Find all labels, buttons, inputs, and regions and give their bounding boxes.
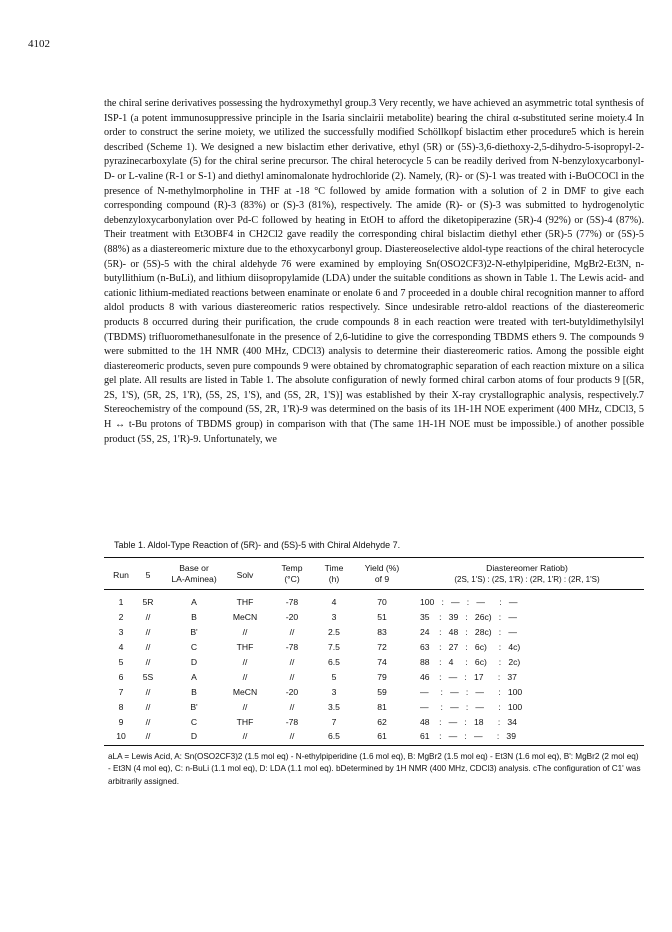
header-time-line1: Time <box>324 563 344 573</box>
cell-yield: 61 <box>377 731 387 741</box>
cell-solvent: // <box>242 672 248 682</box>
header-solvent: Solv <box>236 570 254 580</box>
cell-ratio: 100 : — : — : — <box>420 597 518 607</box>
cell-time: 6.5 <box>328 731 340 741</box>
header-yield-line2: of 9 <box>374 574 390 584</box>
cell-ratio: 88 : 4 : 6c) : 2c) <box>420 657 521 667</box>
cell-solvent: // <box>242 627 248 637</box>
cell-run: 1 <box>118 597 124 607</box>
cell-substrate: // <box>145 612 151 622</box>
cell-substrate: // <box>145 642 151 652</box>
table-row <box>104 597 644 612</box>
cell-temp: // <box>289 731 295 741</box>
cell-yield: 81 <box>377 702 387 712</box>
header-temp-line1: Temp <box>281 563 303 573</box>
table-row <box>104 627 644 642</box>
table-bottom-rule <box>104 745 644 746</box>
table-row <box>104 612 644 627</box>
cell-yield: 79 <box>377 672 387 682</box>
header-time-line2: (h) <box>328 574 340 584</box>
header-base-line2: LA-Aminea) <box>171 574 217 584</box>
cell-time: 6.5 <box>328 657 340 667</box>
cell-run: 7 <box>118 687 124 697</box>
cell-substrate: // <box>145 687 151 697</box>
cell-solvent: // <box>242 702 248 712</box>
cell-yield: 70 <box>377 597 387 607</box>
cell-yield: 72 <box>377 642 387 652</box>
cell-solvent: // <box>242 731 248 741</box>
table-row <box>104 731 644 746</box>
cell-substrate: 5R <box>142 597 154 607</box>
cell-substrate: // <box>145 717 151 727</box>
cell-ratio: 24 : 48 : 28c) : — <box>420 627 517 637</box>
cell-yield: 59 <box>377 687 387 697</box>
cell-solvent: MeCN <box>232 612 258 622</box>
cell-base: C <box>190 717 198 727</box>
cell-solvent: MeCN <box>232 687 258 697</box>
header-run: Run <box>113 570 129 580</box>
cell-ratio: — : — : — : 100 <box>420 687 523 697</box>
cell-solvent: THF <box>236 642 254 652</box>
page-number: 4102 <box>28 38 50 50</box>
table-footnote: aLA = Lewis Acid, A: Sn(OSO2CF3)2 (1.5 mol eq) - N-ethylpiperidine (1.6 mol eq), B: MgBr2 (1.5 mol eq) - Et3N (1.6 mol eq), B': MgBr2 (2 mol eq) - Et3N (4 mol eq), C: n-BuLi (1.1 mol eq), D: LDA (1.1 mol eq). bDetermined by 1H NMR (400 MHz, CDCl3) analysis. cThe configuration of C1' was arbitrarily assigned. <box>108 752 641 786</box>
cell-ratio: 61 : — : — : 39 <box>420 731 516 741</box>
cell-base: C <box>190 642 198 652</box>
cell-yield: 74 <box>377 657 387 667</box>
cell-base: B <box>191 612 197 622</box>
cell-substrate: // <box>145 731 151 741</box>
cell-temp: // <box>289 657 295 667</box>
cell-run: 6 <box>118 672 124 682</box>
cell-run: 9 <box>118 717 124 727</box>
table-header-rule <box>104 589 644 590</box>
cell-time: 5 <box>331 672 337 682</box>
cell-solvent: THF <box>236 597 254 607</box>
cell-run: 3 <box>118 627 124 637</box>
cell-yield: 51 <box>377 612 387 622</box>
body-text <box>104 97 644 447</box>
header-substrate: 5 <box>145 570 151 580</box>
cell-run: 10 <box>116 731 126 741</box>
cell-solvent: // <box>242 657 248 667</box>
cell-yield: 83 <box>377 627 387 637</box>
cell-temp: // <box>289 672 295 682</box>
cell-temp: -20 <box>285 687 299 697</box>
header-yield-line1: Yield (%) <box>364 563 400 573</box>
table-row <box>104 672 644 687</box>
cell-run: 4 <box>118 642 124 652</box>
cell-time: 3 <box>331 612 337 622</box>
cell-temp: -78 <box>285 642 299 652</box>
cell-temp: // <box>289 627 295 637</box>
cell-run: 5 <box>118 657 124 667</box>
cell-ratio: — : — : — : 100 <box>420 702 523 712</box>
cell-time: 2.5 <box>328 627 340 637</box>
cell-temp: -78 <box>285 717 299 727</box>
table-row <box>104 702 644 717</box>
cell-temp: -78 <box>285 597 299 607</box>
cell-substrate: 5S <box>142 672 154 682</box>
cell-base: D <box>190 731 198 741</box>
body-paragraph: the chiral serine derivatives possessing the hydroxymethyl group.3 Very recently, we have achieved an asymmetric total synthesis of ISP-1 (a potent immunosuppressive principle in the Isaria sinclairii metabolite) bearing the chiral α-substituted serine moiety.4 In order to construct the serine moiety, we utilized the successfully modified Schöllkopf bislactim ether procedure5 which is herein described (Scheme 1). We designed a new bislactim ether derivative, ethyl (5R) or (5S)-3,6-diethoxy-2,5-dihydro-5-isopropyl-2-pyrazinecarboxylate (5) for the chiral serine precursor. The chiral heterocycle 5 can be readily derived from N-benzyloxycarbonyl-D- or L-valine (R-1 or S-1) and diethyl aminomalonate hydrochloride (2). Namely, (R)- or (S)-1 was treated with i-BuOCOCl in the presence of N-methylmorpholine in THF at -18 °C followed by amide formation with a solution of 2 in DMF to give each corresponding compound (R)-3 (83%) or (S)-3 (81%), respectively. The amide (R)- or (S)-3 was submitted to hydrogenolytic debenzyloxycarbonylation over Pd-C followed by heating in EtOH to afford the diketopiperazine (5R)-4 (92%) or (5S)-4 (87%). Their treatment with Et3OBF4 in CH2Cl2 gave readily the corresponding chiral bislactim diethyl ether (5R)-5 (77%) or (5S)-5 (88%) as a diastereomeric mixture due to the ethoxycarbonyl group. Diastereoselective aldol-type reactions of the chiral heterocycle (5R)- or (5S)-5 with the chiral aldehyde 76 were examined by employing Sn(OSO2CF3)2-N-ethylpiperidine, MgBr2-Et3N, n-butyllithium (n-BuLi), and lithium diisopropylamide (LDA) under the suitable conditions as shown in Table 1. The Lewis acid- and cationic lithium-mediated reactions between enaminate or enolate 6 and 7 proceeded in a double chiral recognition manner to afford aldol products 8 with various diastereomeric ratios respectively. Since undesirable retro-aldol reactions of the diastereomeric products 8 occurred during their purification, the crude compounds 8 in each reaction were treated with tert-butyldimethylsilyl (TBDMS) trifluoromethanesulfonate in the presence of 2,6-lutidine to give the corresponding TBDMS ethers 9. The compounds 9 were submitted to the 1H NMR (400 MHz, CDCl3) analysis to determine their diastereomeric ratios. Among the possible eight diastereomeric products, seven pure compounds 9 were obtained by chromatographic separation of each reaction mixture on a silica gel plate. All results are listed in Table 1. The absolute configuration of newly formed chiral carbon atoms of four products 9 [(5R, 2S, 1'S), (5R, 2S, 1'R), (5S, 2S, 1'S), and (5S, 2R, 1'S)] was established by their X-ray crystallographic analysis, respectively.7 Stereochemistry of the compound (5S, 2R, 1'R)-9 was determined on the basis of its 1H-1H NOE experiment (400 MHz, CDCl3, 5 H ↔ t-Bu protons of TBDMS group) in comparison with that (The same 1H-1H NOE must be impossible.) of another possible product (5S, 2S, 1'R)-9. Unfortunately, we <box>104 98 644 445</box>
table-row <box>104 687 644 702</box>
header-temp-line2: (°C) <box>284 574 300 584</box>
cell-base: A <box>191 597 197 607</box>
table-row <box>104 717 644 732</box>
cell-base: B' <box>190 627 198 637</box>
cell-run: 8 <box>118 702 124 712</box>
cell-time: 3 <box>331 687 337 697</box>
table-caption: Table 1. Aldol-Type Reaction of (5R)- and (5S)-5 with Chiral Aldehyde 7. <box>114 540 401 550</box>
cell-time: 3.5 <box>328 702 340 712</box>
cell-ratio: 63 : 27 : 6c) : 4c) <box>420 642 521 652</box>
cell-ratio: 46 : — : 17 : 37 <box>420 672 517 682</box>
cell-time: 7.5 <box>328 642 340 652</box>
cell-time: 4 <box>331 597 337 607</box>
cell-base: B <box>191 687 197 697</box>
cell-time: 7 <box>331 717 337 727</box>
cell-solvent: THF <box>236 717 254 727</box>
table-top-rule <box>104 557 644 558</box>
table-row <box>104 657 644 672</box>
cell-substrate: // <box>145 627 151 637</box>
header-base-line1: Base or <box>179 563 209 573</box>
cell-base: A <box>191 672 197 682</box>
table-row <box>104 642 644 657</box>
cell-temp: -20 <box>285 612 299 622</box>
header-ratio-line1: Diastereomer Ratiob) <box>486 563 568 573</box>
cell-substrate: // <box>145 657 151 667</box>
cell-base: D <box>190 657 198 667</box>
cell-ratio: 35 : 39 : 26c) : — <box>420 612 517 622</box>
cell-base: B' <box>190 702 198 712</box>
cell-ratio: 48 : — : 18 : 34 <box>420 717 517 727</box>
cell-run: 2 <box>118 612 124 622</box>
cell-substrate: // <box>145 702 151 712</box>
header-ratio-line2: (2S, 1'S) : (2S, 1'R) : (2R, 1'R) : (2R, 1'S) <box>454 575 600 584</box>
cell-yield: 62 <box>377 717 387 727</box>
cell-temp: // <box>289 702 295 712</box>
